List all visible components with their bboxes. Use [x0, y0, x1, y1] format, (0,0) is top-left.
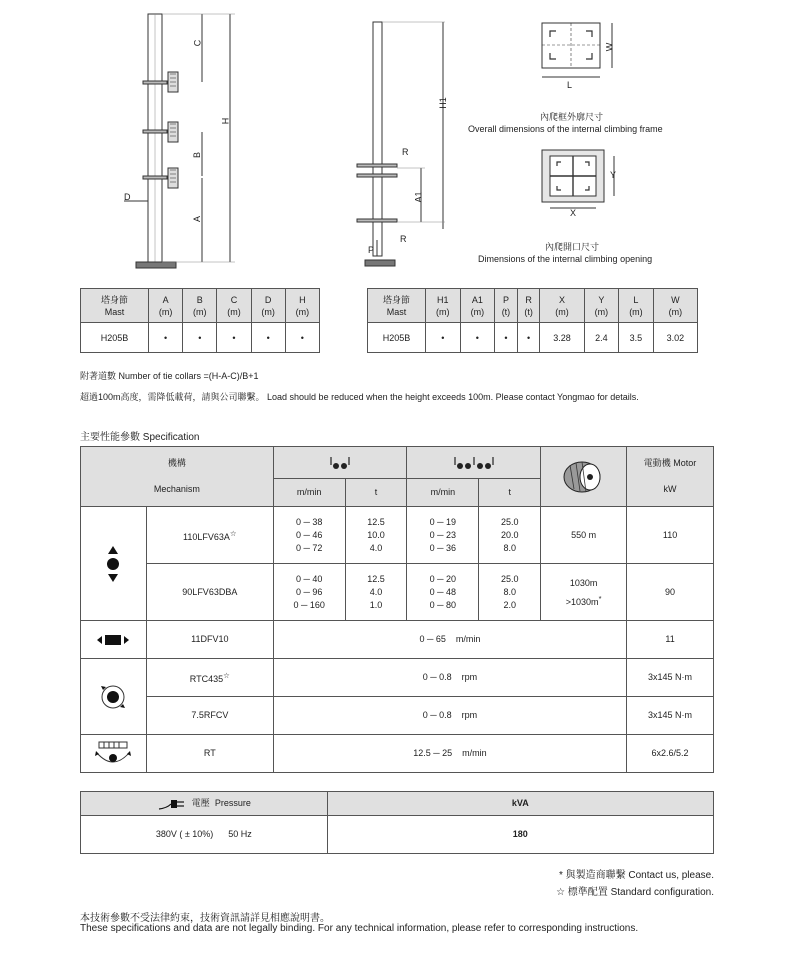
table-cell: •	[426, 323, 461, 353]
value: 0 ─ 19	[429, 516, 457, 527]
motor-cn: 電動機	[643, 458, 671, 468]
climb-table-header	[540, 289, 584, 323]
header-en: (m)	[295, 306, 310, 317]
climb-table-header	[584, 289, 619, 323]
dim-label-r-bottom: R	[400, 234, 407, 244]
mast-table-header	[149, 289, 183, 323]
speed-cell	[273, 507, 345, 564]
value: 0 ─ 40	[295, 573, 323, 584]
slew-icon	[98, 682, 128, 712]
dim-label-x: X	[570, 208, 577, 218]
value: 0 ─ 48	[429, 586, 457, 597]
double-fall-header	[407, 447, 541, 479]
frequency-value: 50 Hz	[228, 829, 252, 839]
power-table	[80, 791, 714, 854]
value: 8.0	[503, 586, 516, 597]
standard-star: ☆	[223, 671, 230, 680]
kva-value: 180	[327, 816, 713, 854]
travel-mechanism-name: RT	[146, 735, 273, 773]
trolley-mechanism-name: 11DFV10	[146, 621, 273, 659]
value: 4.0	[369, 542, 383, 553]
voltage-cell	[81, 816, 328, 854]
slew-icon-cell	[81, 659, 147, 735]
dim-label-a: A	[192, 215, 203, 223]
rope-drum-header	[541, 447, 627, 507]
hoist-mechanism-name	[146, 507, 273, 564]
voltage-value: 380V ( ± 10%)	[155, 829, 214, 839]
header-cn: 塔身節	[100, 294, 128, 305]
header-en: Mast	[386, 306, 407, 317]
contact-star: *	[598, 593, 602, 603]
table-cell: 3.02	[653, 323, 697, 353]
table-cell: H205B	[81, 323, 149, 353]
opening-caption-en: Dimensions of the internal climbing opening	[478, 254, 653, 264]
value: 0 ─ 72	[295, 542, 323, 553]
load-cell	[479, 564, 541, 621]
value: 12.5	[367, 573, 385, 584]
header-cn: X	[558, 294, 565, 305]
speed-cell	[407, 564, 479, 621]
single-fall-header	[273, 447, 407, 479]
header-cn: H	[299, 294, 306, 305]
table-cell: •	[495, 323, 518, 353]
load-cell	[345, 507, 407, 564]
dim-label-l: L	[567, 80, 573, 90]
load-unit-header: t	[479, 479, 541, 507]
hoist-icon-cell	[81, 507, 147, 621]
header-cn: W	[671, 294, 680, 305]
motor-power-cell: 3x145 N·m	[627, 697, 714, 735]
value: 0 ─ 0.8	[422, 710, 452, 720]
header-cn: R	[525, 294, 532, 305]
value: 10.0	[367, 529, 385, 540]
value: 12.5 ─ 25	[413, 748, 453, 758]
header-cn: A1	[471, 294, 483, 305]
table-cell: 3.5	[619, 323, 654, 353]
dim-label-h1: H1	[437, 97, 448, 109]
mechanism-header	[81, 447, 274, 507]
header-cn: 塔身節	[382, 294, 410, 305]
dim-label-y: Y	[610, 170, 617, 180]
climb-table-header	[517, 289, 540, 323]
value: 0 ─ 160	[293, 599, 325, 610]
mast-table-header	[251, 289, 285, 323]
tie-collar-note: 附著道數 Number of tie collars =(H-A-C)/B+1	[80, 371, 259, 381]
dim-label-c: C	[192, 39, 203, 47]
hoist-mechanism-name: 90LFV63DBA	[146, 564, 273, 621]
travel-speed-cell	[273, 735, 626, 773]
plug-icon	[157, 798, 187, 810]
header-cn: B	[196, 294, 203, 305]
load-unit-header: t	[345, 479, 407, 507]
header-cn: P	[502, 294, 509, 305]
table-cell: •	[460, 323, 495, 353]
mast-table-header	[217, 289, 251, 323]
motor-power-cell: 3x145 N·m	[627, 659, 714, 697]
rope-length-cell	[541, 564, 627, 621]
motor-power-cell: 11	[627, 621, 714, 659]
header-cn: L	[633, 294, 639, 305]
motor-unit: kW	[663, 484, 677, 494]
table-cell: •	[251, 323, 285, 353]
value: 0 ─ 80	[429, 599, 457, 610]
load-note: 超過100m高度，需降低載荷，請與公司聯繫。 Load should be reduced when the height exceeds 100m. Please contact Yongmao for details.	[80, 392, 639, 402]
value: >1030m	[565, 596, 599, 607]
unit: rpm	[461, 710, 478, 720]
trolley-speed-cell	[273, 621, 626, 659]
legend-contact: * 與製造商聯繫 Contact us, please.	[558, 870, 714, 881]
footer-en: These specifications and data are not legally binding. For any technical information, please refer to corresponding instructions.	[80, 923, 639, 934]
header-cn: D	[264, 294, 272, 305]
slew-mechanism-name: 7.5RFCV	[146, 697, 273, 735]
trolley-icon-cell	[81, 621, 147, 659]
table-cell: H205B	[368, 323, 426, 353]
climb-table	[367, 288, 698, 353]
motor-power-cell: 90	[627, 564, 714, 621]
spec-table	[80, 446, 714, 773]
speed-cell	[407, 507, 479, 564]
mast-table-header	[285, 289, 319, 323]
header-cn: A	[162, 294, 169, 305]
motor-header	[627, 447, 714, 507]
climb-table-header	[368, 289, 426, 323]
mechanism-en: Mechanism	[153, 484, 200, 494]
dim-label-d: D	[124, 192, 131, 202]
spec-title: 主要性能參數 Specification	[80, 432, 200, 443]
value: 0 ─ 38	[295, 516, 323, 527]
trolley-icon	[96, 634, 130, 646]
slew-speed-cell	[273, 659, 626, 697]
header-en: Mast	[104, 306, 125, 317]
mast-diagram	[110, 8, 260, 273]
header-en: (t)	[524, 306, 533, 317]
header-cn: H1	[437, 294, 449, 305]
value: 2.0	[503, 599, 516, 610]
slew-mechanism-name	[146, 659, 273, 697]
mast-table-header	[183, 289, 217, 323]
value: 0 ─ 0.8	[422, 672, 452, 682]
table-cell: •	[217, 323, 251, 353]
speed-unit-header: m/min	[273, 479, 345, 507]
climb-table-header	[619, 289, 654, 323]
table-cell: •	[183, 323, 217, 353]
header-en: (m)	[555, 306, 569, 317]
value: 1030m	[569, 577, 598, 588]
pressure-cn: 電壓	[191, 798, 210, 808]
footer-cn: 本技術參數不受法律約束，技術資訊請詳見相應說明書。	[80, 913, 330, 924]
value: 0 ─ 20	[429, 573, 457, 584]
climb-table-header	[495, 289, 518, 323]
kva-header: kVA	[327, 792, 713, 816]
double-fall-icon	[452, 455, 496, 471]
dim-label-w: W	[604, 42, 615, 52]
dim-label-b: B	[192, 151, 203, 159]
opening-diagram	[530, 148, 630, 228]
header-en: (m)	[436, 306, 450, 317]
value: 25.0	[500, 516, 519, 527]
load-cell	[345, 564, 407, 621]
header-en: (t)	[501, 306, 511, 317]
motor-en: Motor	[673, 458, 697, 468]
table-cell: •	[285, 323, 319, 353]
table-cell: 3.28	[540, 323, 584, 353]
travel-icon-cell	[81, 735, 147, 773]
table-cell: •	[149, 323, 183, 353]
header-en: (m)	[227, 306, 241, 317]
value: 0 ─ 65	[419, 634, 446, 644]
climb-table-header	[653, 289, 697, 323]
header-en: (m)	[261, 306, 275, 317]
value: 0 ─ 36	[429, 542, 457, 553]
dim-label-p: P	[368, 245, 375, 255]
slew-speed-cell	[273, 697, 626, 735]
frame-caption-cn: 內爬框外廓尺寸	[540, 112, 604, 122]
load-cell	[479, 507, 541, 564]
value: 8.0	[503, 542, 516, 553]
speed-cell	[273, 564, 345, 621]
unit: m/min	[455, 634, 481, 644]
dim-label-r-top: R	[402, 147, 409, 157]
value: 12.5	[367, 516, 385, 527]
mechanism-name: RTC435	[189, 674, 224, 684]
value: 20.0	[500, 529, 519, 540]
value: 4.0	[369, 586, 383, 597]
travel-icon	[93, 741, 133, 767]
climb-table-header	[460, 289, 495, 323]
climb-table-header	[426, 289, 461, 323]
value: 25.0	[500, 573, 519, 584]
opening-caption-cn: 內爬開口尺寸	[545, 242, 600, 252]
frame-caption-en: Overall dimensions of the internal climbing frame	[468, 124, 663, 134]
dim-label-a1: A1	[413, 191, 424, 203]
pressure-header	[81, 792, 328, 816]
rope-length-cell: 550 m	[541, 507, 627, 564]
header-cn: Y	[598, 294, 605, 305]
speed-unit-header: m/min	[407, 479, 479, 507]
rope-drum-icon	[560, 457, 608, 497]
header-en: (m)	[470, 306, 485, 317]
value: 0 ─ 23	[429, 529, 457, 540]
dim-label-h: H	[220, 117, 231, 125]
legend-standard: ☆ 標準配置 Standard configuration.	[556, 887, 714, 898]
header-cn: C	[230, 294, 238, 305]
header-en: (m)	[594, 306, 609, 317]
mast-table-header	[81, 289, 149, 323]
header-en: (m)	[193, 306, 207, 317]
value: 0 ─ 96	[295, 586, 323, 597]
unit: rpm	[461, 672, 478, 682]
motor-power-cell: 110	[627, 507, 714, 564]
header-en: (m)	[668, 306, 683, 317]
header-en: (m)	[158, 306, 173, 317]
mechanism-name: 110LFV63A	[183, 531, 230, 542]
pressure-en: Pressure	[214, 798, 251, 808]
mechanism-cn: 機構	[167, 458, 186, 468]
standard-star: ☆	[229, 528, 237, 538]
frame-outline-diagram	[530, 15, 630, 105]
table-cell: 2.4	[584, 323, 619, 353]
motor-power-cell: 6x2.6/5.2	[627, 735, 714, 773]
value: 0 ─ 46	[295, 529, 323, 540]
single-fall-icon	[327, 455, 353, 471]
hoist-icon	[103, 544, 123, 584]
unit: m/min	[462, 748, 487, 758]
table-cell: •	[517, 323, 540, 353]
mast-table	[80, 288, 320, 353]
value: 1.0	[369, 599, 383, 610]
header-en: (m)	[629, 306, 643, 317]
